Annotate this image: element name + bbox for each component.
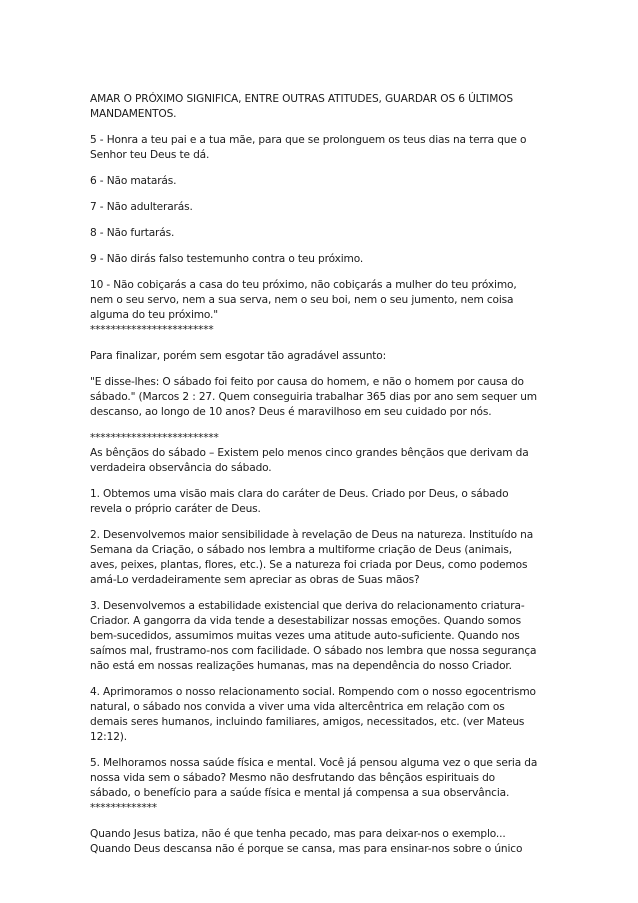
commandment-8: 8 - Não furtarás. <box>90 227 175 239</box>
sabbath-blessings-intro: ************************* As bênçãos do sábado – Existem pelo menos cinco grandes bênçãos que derivam da verdadeira observância do sábado. <box>90 432 529 474</box>
blessing-3: 3. Desenvolvemos a estabilidade existencial que deriva do relacionamento criatura- Criador. A gangorra da vida tende a desestabilizar nossas emoções. Quando somos bem-sucedidos, assumimos muitas vezes uma atitude auto-suficiente. Quando nos saímos mal, frustramo-nos com facilidade. O sábado nos lembra que nossa segurança não está em nossas realizações humanas, mas na dependência do nosso Criador. <box>90 600 537 672</box>
sabbath-quote: "E disse-lhes: O sábado foi feito por causa do homem, e não o homem por causa do sábado." (Marcos 2 : 27. Quem conseguiria trabalhar 365 dias por ano sem sequer um descanso, ao longo de 10 anos? Deus é maravilhoso em seu cuidado por nós. <box>90 376 537 418</box>
blessing-5: 5. Melhoramos nossa saúde física e mental. Você já pensou alguma vez o que seria da nossa vida sem o sábado? Mesmo não desfrutando das bênçãos espirituais do sábado, o benefício para a saúde física e mental já compensa a sua observância. ************* <box>90 757 538 814</box>
blessing-4: 4. Aprimoramos o nosso relacionamento social. Rompendo com o nosso egocentrismo natural, o sábado nos convida a viver uma vida altercêntrica em relação com os demais seres humanos, incluindo familiares, amigos, necessitados, etc. (ver Mateus 12:12). <box>90 686 536 743</box>
commandment-6: 6 - Não matarás. <box>90 175 177 187</box>
document-heading: AMAR O PRÓXIMO SIGNIFICA, ENTRE OUTRAS ATITUDES, GUARDAR OS 6 ÚLTIMOS MANDAMENTOS. <box>90 93 514 120</box>
blessing-1: 1. Obtemos uma visão mais clara do caráter de Deus. Criado por Deus, o sábado revela o próprio caráter de Deus. <box>90 488 509 515</box>
closing-intro: Para finalizar, porém sem esgotar tão agradável assunto: <box>90 350 387 362</box>
document-page <box>90 92 550 857</box>
commandment-10: 10 - Não cobiçarás a casa do teu próximo, não cobiçarás a mulher do teu próximo, nem o seu servo, nem a sua serva, nem o seu boi, nem o seu jumento, nem coisa alguma do teu próximo." ************************ <box>90 279 517 336</box>
commandment-7: 7 - Não adulterarás. <box>90 201 193 213</box>
blessing-2: 2. Desenvolvemos maior sensibilidade à revelação de Deus na natureza. Instituído na Semana da Criação, o sábado nos lembra a multiforme criação de Deus (animais, aves, peixes, plantas, flores, etc.). Se a natureza foi criada por Deus, como podemos amá-Lo verdadeiramente sem apreciar as obras de Suas mãos? <box>90 529 534 586</box>
closing-paragraph: Quando Jesus batiza, não é que tenha pecado, mas para deixar-nos o exemplo... Quando Deus descansa não é porque se cansa, mas para ensinar-nos sobre o único <box>90 828 523 855</box>
commandment-9: 9 - Não dirás falso testemunho contra o teu próximo. <box>90 253 364 265</box>
commandment-5: 5 - Honra a teu pai e a tua mãe, para que se prolonguem os teus dias na terra que o Senhor teu Deus te dá. <box>90 134 527 161</box>
